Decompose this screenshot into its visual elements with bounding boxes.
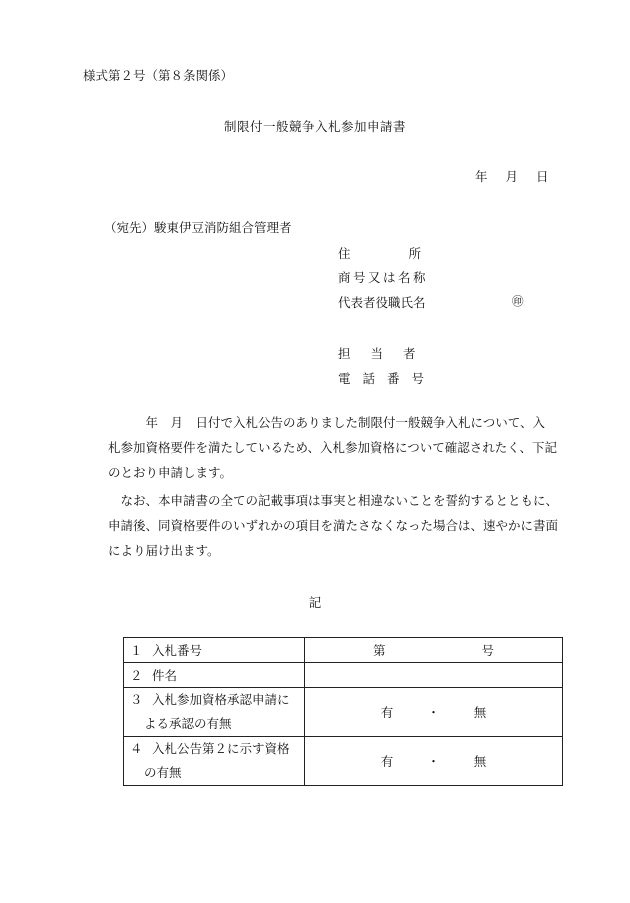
option-separator: ・ [427,705,440,720]
staff-label [338,344,416,362]
option-yes[interactable]: 有 [380,705,394,720]
staff-label-char-3: 者 [403,346,416,361]
item-number: ３ [130,692,143,707]
phone-label-char-3: 番 [387,371,400,386]
body-line: のとおり申請します。 [108,465,233,480]
item-label: 入札参加資格承認申請に [152,692,290,707]
representative-label: 代表者役職氏名 [338,295,426,310]
date-year: 年 [475,169,488,184]
company-name-label: 商号又は名称 [338,270,429,285]
body-paragraph-1 [108,410,570,485]
date-line [475,167,549,185]
body-line: 札参加資格要件を満たしているため、入札参加資格について確認されたく、下記 [108,440,558,455]
address-label [338,244,421,262]
phone-label-char-1: 電 [338,371,351,386]
value-cell[interactable] [305,663,563,688]
value-cell[interactable] [305,638,563,663]
bid-number-suffix: 号 [481,643,495,658]
item-cell [124,688,305,737]
table-row [124,638,563,663]
phone-label-char-4: 号 [411,371,425,386]
staff-label-char-2: 当 [370,346,384,361]
item-label: 件名 [152,668,178,683]
value-cell[interactable] [305,737,563,786]
item-label-continued: の有無 [144,765,182,780]
item-number: ２ [130,668,143,683]
item-number: １ [130,643,143,658]
item-cell [124,638,305,663]
ki-heading: 記 [308,595,322,610]
item-label: 入札番号 [152,643,203,658]
table-row [124,737,563,786]
item-number: ４ [130,741,143,756]
item-cell [124,663,305,688]
phone-number-label [338,369,424,387]
value-cell[interactable] [305,688,563,737]
item-label-continued: よる承認の有無 [144,716,232,731]
address-label-part-2: 所 [408,246,422,261]
option-yes[interactable]: 有 [380,754,394,769]
body-line: 申請後、同資格要件のいずれかの項目を満たさなくなった場合は、速やかに書面 [108,518,559,533]
document-title: 制限付一般競争入札参加申請書 [223,119,406,134]
addressee: （宛先）駿東伊豆消防組合管理者 [104,220,292,235]
table-row [124,663,563,688]
body-line: なお、本申請書の全ての記載事項は事実と相違ないことを誓約するとともに、 [108,493,559,508]
staff-label-char-1: 担 [338,346,351,361]
address-label-part-1: 住 [338,246,351,261]
body-paragraph-2 [108,488,570,563]
item-label: 入札公告第２に示す資格 [152,741,290,756]
form-number: 様式第２号（第８条関係） [83,68,234,83]
option-no[interactable]: 無 [473,705,487,720]
option-no[interactable]: 無 [473,754,487,769]
option-separator: ・ [427,754,440,769]
table-row [124,688,563,737]
body-line: により届け出ます。 [108,543,220,558]
date-day: 日 [536,169,549,184]
phone-label-char-2: 話 [362,371,376,386]
bid-number-prefix: 第 [372,643,386,658]
date-month: 月 [505,169,519,184]
seal-mark: ㊞ [512,294,524,308]
body-line: 年 月 日付で入札公告のありました制限付一般競争入札について、入 [108,415,546,430]
application-items-table [123,637,563,786]
item-cell [124,737,305,786]
